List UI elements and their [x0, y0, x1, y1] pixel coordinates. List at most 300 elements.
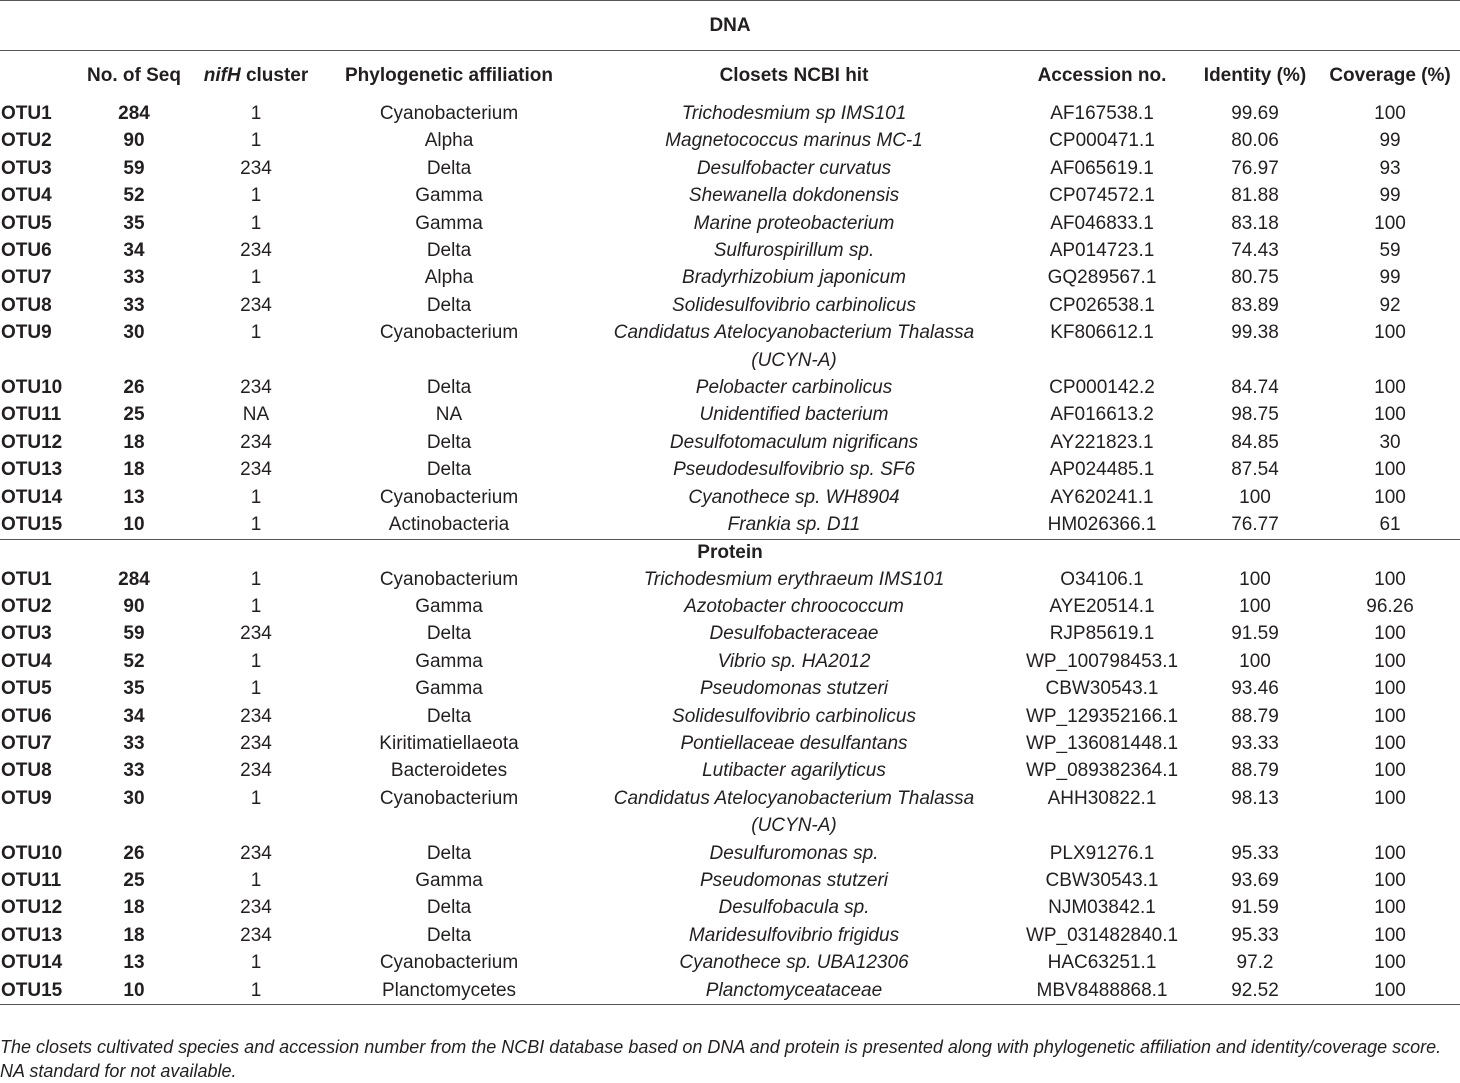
- coverage-cell: 100: [1374, 678, 1406, 700]
- closest-hit-cell: Unidentified bacterium: [699, 404, 889, 426]
- accession-cell: CP074572.1: [1049, 185, 1155, 207]
- phylogenetic-cell: Delta: [426, 294, 472, 316]
- identity-cell: 95.33: [1231, 842, 1279, 864]
- seq-count-cell: 90: [123, 595, 145, 617]
- coverage-cell: 99: [1379, 130, 1401, 152]
- otu-cell: OTU11: [1, 404, 62, 426]
- identity-cell: 93.46: [1231, 678, 1279, 700]
- phylogenetic-cell: Gamma: [415, 185, 483, 207]
- identity-cell: 93.69: [1231, 869, 1279, 891]
- seq-count-cell: 13: [123, 486, 145, 508]
- protein-section-row: [0, 539, 1460, 566]
- otu-cell: OTU14: [1, 952, 63, 974]
- identity-cell: 80.75: [1231, 267, 1279, 289]
- seq-count-cell: 35: [123, 678, 145, 700]
- empty-cell: [324, 347, 574, 374]
- header-accession: Accession no.: [1037, 65, 1167, 86]
- coverage-cell: 100: [1374, 650, 1406, 672]
- table-row: [0, 757, 1460, 784]
- identity-cell: 91.59: [1231, 897, 1279, 919]
- phylogenetic-cell: Bacteroidetes: [390, 760, 508, 782]
- identity-cell: 100: [1239, 568, 1271, 590]
- seq-count-cell: 26: [123, 377, 145, 399]
- phylogenetic-cell: Gamma: [415, 678, 483, 700]
- table-row: [0, 210, 1460, 237]
- header-nifh-cluster: [188, 51, 324, 101]
- nifh-cluster-cell: 1: [250, 595, 262, 617]
- empty-cell: [188, 812, 324, 839]
- table-row: [0, 922, 1460, 949]
- accession-cell: AF167538.1: [1050, 103, 1154, 124]
- nifh-cluster-cell: 234: [240, 459, 272, 481]
- nifh-cluster-cell: 234: [240, 377, 272, 399]
- phylogenetic-cell: Delta: [426, 897, 472, 919]
- closest-hit-cell: Candidatus Atelocyanobacterium Thalassa: [613, 787, 975, 809]
- seq-count-cell: 59: [123, 157, 145, 179]
- nifh-cluster-cell: 234: [240, 294, 272, 316]
- phylogenetic-cell: Cyanobacterium: [379, 568, 519, 590]
- identity-cell: 93.33: [1231, 732, 1279, 754]
- otu-cell: OTU3: [1, 623, 52, 645]
- seq-count-cell: 59: [123, 623, 145, 645]
- phylogenetic-cell: Delta: [426, 157, 472, 179]
- otu-cell: OTU14: [1, 486, 63, 508]
- accession-cell: CBW30543.1: [1045, 869, 1159, 891]
- identity-cell: 81.88: [1231, 185, 1279, 207]
- seq-count-cell: 18: [123, 924, 145, 946]
- empty-cell: [1320, 812, 1460, 839]
- otu-cell: OTU7: [1, 267, 52, 289]
- nifh-cluster-cell: 234: [240, 924, 272, 946]
- nifh-cluster-cell: 1: [250, 322, 262, 344]
- table-row: [0, 292, 1460, 319]
- otu-cell: OTU13: [1, 924, 63, 946]
- table-row: [0, 566, 1460, 593]
- accession-cell: O34106.1: [1060, 568, 1144, 590]
- accession-cell: AYE20514.1: [1049, 595, 1155, 617]
- otu-cell: OTU3: [1, 157, 52, 179]
- accession-cell: NJM03842.1: [1048, 897, 1156, 919]
- identity-cell: 76.77: [1231, 514, 1279, 536]
- accession-cell: WP_089382364.1: [1025, 760, 1179, 782]
- seq-count-cell: 33: [123, 760, 145, 782]
- otu-cell: OTU7: [1, 732, 52, 754]
- closest-hit-cell: Pseudomonas stutzeri: [700, 678, 888, 700]
- coverage-cell: 100: [1374, 623, 1406, 645]
- identity-cell: 95.33: [1231, 924, 1279, 946]
- closest-hit-cell: Solidesulfovibrio carbinolicus: [672, 705, 916, 727]
- identity-cell: 91.59: [1231, 623, 1279, 645]
- accession-cell: KF806612.1: [1050, 322, 1154, 344]
- accession-cell: WP_031482840.1: [1025, 924, 1179, 946]
- identity-cell: 100: [1239, 486, 1271, 508]
- closest-hit-cell: Desulfobacteraceae: [709, 623, 879, 645]
- seq-count-cell: 284: [118, 568, 150, 590]
- header-coverage: Coverage (%): [1329, 65, 1451, 86]
- table-row: [0, 264, 1460, 291]
- otu-cell: OTU15: [1, 514, 63, 536]
- header-nifh-italic: nifH: [203, 65, 241, 86]
- phylogenetic-cell: Delta: [426, 705, 472, 727]
- identity-cell: 99.38: [1231, 322, 1279, 344]
- table-row: [0, 620, 1460, 647]
- identity-cell: 99.69: [1231, 103, 1279, 124]
- nifh-cluster-cell: 234: [240, 157, 272, 179]
- nifh-cluster-cell: 1: [250, 212, 262, 234]
- phylogenetic-cell: Cyanobacterium: [379, 787, 519, 809]
- table-footnote: The closets cultivated species and accession number from the NCBI database based on DNA and protein is presented along with phylogenetic affiliation and identity/coverage score. NA standard for not available.: [0, 1037, 1442, 1081]
- coverage-cell: 61: [1379, 514, 1401, 536]
- nifh-cluster-cell: 1: [250, 514, 262, 536]
- table-row: [0, 127, 1460, 154]
- empty-cell: [1014, 812, 1190, 839]
- coverage-cell: 92: [1379, 294, 1401, 316]
- table-row: [0, 100, 1460, 127]
- table-row: [0, 840, 1460, 867]
- nifh-cluster-cell: 1: [250, 130, 262, 152]
- coverage-cell: 100: [1374, 486, 1406, 508]
- closest-hit-cell: Azotobacter chroococcum: [684, 595, 904, 617]
- phylogenetic-cell: Planctomycetes: [381, 979, 517, 1001]
- header-identity: Identity (%): [1203, 65, 1307, 86]
- closest-hit-cell: Pseudodesulfovibrio sp. SF6: [673, 459, 915, 481]
- closest-hit-cell: Desulfobacula sp.: [718, 897, 870, 919]
- seq-count-cell: 33: [123, 732, 145, 754]
- phylogenetic-cell: Delta: [426, 924, 472, 946]
- seq-count-cell: 18: [123, 431, 145, 453]
- seq-count-cell: 34: [123, 240, 145, 262]
- header-nifh-rest: cluster: [240, 65, 309, 86]
- coverage-cell: 100: [1374, 404, 1406, 426]
- protein-body: [0, 566, 1460, 1005]
- empty-cell: [1320, 347, 1460, 374]
- coverage-cell: 100: [1374, 732, 1406, 754]
- phylogenetic-cell: Alpha: [424, 130, 474, 152]
- column-header-row: [0, 51, 1460, 101]
- accession-cell: WP_100798453.1: [1025, 650, 1179, 672]
- seq-count-cell: 25: [123, 404, 145, 426]
- phylogenetic-cell: Gamma: [415, 650, 483, 672]
- otu-cell: OTU1: [1, 103, 52, 124]
- identity-cell: 84.74: [1231, 377, 1279, 399]
- table-row: [0, 155, 1460, 182]
- closest-hit-cell: Planctomyceataceae: [705, 979, 883, 1001]
- closest-hit-cell: Solidesulfovibrio carbinolicus: [672, 294, 916, 316]
- coverage-cell: 100: [1374, 322, 1406, 344]
- identity-cell: 92.52: [1231, 979, 1279, 1001]
- closest-hit-cell: Pseudomonas stutzeri: [700, 869, 888, 891]
- otu-cell: OTU1: [1, 568, 52, 590]
- empty-cell: [188, 347, 324, 374]
- coverage-cell: 100: [1374, 787, 1406, 809]
- table-row: [0, 949, 1460, 976]
- closest-hit-cell: Marine proteobacterium: [693, 212, 895, 234]
- closest-hit-cell: Desulfobacter curvatus: [696, 157, 892, 179]
- closest-hit-cell: Shewanella dokdonensis: [688, 185, 900, 207]
- table-row: [0, 730, 1460, 757]
- closest-hit-cell: Frankia sp. D11: [727, 514, 861, 536]
- phylogenetic-cell: Gamma: [415, 595, 483, 617]
- table-row: [0, 648, 1460, 675]
- seq-count-cell: 18: [123, 897, 145, 919]
- closest-hit-cell: Trichodesmium sp IMS101: [681, 103, 907, 124]
- empty-cell: [0, 812, 80, 839]
- nifh-cluster-cell: 234: [240, 623, 272, 645]
- accession-cell: AF016613.2: [1050, 404, 1154, 426]
- seq-count-cell: 284: [118, 103, 150, 124]
- seq-count-cell: 30: [123, 322, 145, 344]
- otu-cell: OTU5: [1, 212, 52, 234]
- nifh-cluster-cell: 234: [240, 705, 272, 727]
- nifh-cluster-cell: 234: [240, 842, 272, 864]
- otu-cell: OTU12: [1, 431, 63, 453]
- identity-cell: 84.85: [1231, 431, 1279, 453]
- identity-cell: 97.2: [1236, 952, 1274, 974]
- seq-count-cell: 30: [123, 787, 145, 809]
- coverage-cell: 96.26: [1366, 595, 1414, 617]
- table-row: [0, 401, 1460, 428]
- coverage-cell: 100: [1374, 459, 1406, 481]
- otu-cell: OTU9: [1, 787, 52, 809]
- phylogenetic-cell: Delta: [426, 459, 472, 481]
- closest-hit-cell: Pelobacter carbinolicus: [695, 377, 893, 399]
- table-row: [0, 237, 1460, 264]
- table-row-continuation: [0, 812, 1460, 839]
- identity-cell: 87.54: [1231, 459, 1279, 481]
- table-row: [0, 456, 1460, 483]
- nifh-cluster-cell: 1: [250, 568, 262, 590]
- accession-cell: HAC63251.1: [1047, 952, 1157, 974]
- closest-hit-cell: Trichodesmium erythraeum IMS101: [643, 568, 945, 590]
- accession-cell: AY620241.1: [1050, 486, 1154, 508]
- seq-count-cell: 35: [123, 212, 145, 234]
- seq-count-cell: 25: [123, 869, 145, 891]
- coverage-cell: 100: [1374, 952, 1406, 974]
- header-closest-hit: Closets NCBI hit: [719, 65, 869, 86]
- coverage-cell: 99: [1379, 185, 1401, 207]
- identity-cell: 98.75: [1231, 404, 1279, 426]
- closest-hit-cell: Sulfurospirillum sp.: [713, 240, 875, 262]
- accession-cell: AP024485.1: [1049, 459, 1155, 481]
- closest-hit-cell: Desulfuromonas sp.: [709, 842, 879, 864]
- closest-hit-cell: Candidatus Atelocyanobacterium Thalassa: [613, 322, 975, 344]
- coverage-cell: 100: [1374, 212, 1406, 234]
- accession-cell: WP_136081448.1: [1025, 732, 1179, 754]
- seq-count-cell: 10: [123, 979, 145, 1001]
- coverage-cell: 100: [1374, 568, 1406, 590]
- table-row: [0, 894, 1460, 921]
- otu-cell: OTU11: [1, 869, 62, 891]
- closest-hit-cell: Desulfotomaculum nigrificans: [669, 431, 919, 453]
- header-no-of-seq: No. of Seq: [87, 65, 181, 86]
- accession-cell: AF065619.1: [1050, 157, 1154, 179]
- empty-cell: [1190, 347, 1320, 374]
- seq-count-cell: 34: [123, 705, 145, 727]
- empty-cell: [80, 812, 188, 839]
- dna-section-label: DNA: [709, 15, 751, 36]
- nifh-cluster-cell: 1: [250, 869, 262, 891]
- closest-hit-cell: Cyanothece sp. UBA12306: [679, 952, 909, 974]
- phylogenetic-cell: Delta: [426, 377, 472, 399]
- seq-count-cell: 10: [123, 514, 145, 536]
- otu-cell: OTU4: [1, 185, 52, 207]
- closest-hit-continuation: (UCYN-A): [751, 815, 837, 837]
- identity-cell: 98.13: [1231, 787, 1279, 809]
- closest-hit-cell: Maridesulfovibrio frigidus: [688, 924, 900, 946]
- phylogenetic-cell: Cyanobacterium: [379, 486, 519, 508]
- otu-cell: OTU15: [1, 979, 63, 1001]
- coverage-cell: 100: [1374, 842, 1406, 864]
- empty-cell: [1014, 347, 1190, 374]
- empty-cell: [80, 347, 188, 374]
- nifh-cluster-cell: 1: [250, 103, 262, 124]
- identity-cell: 88.79: [1231, 705, 1279, 727]
- table-row-continuation: [0, 347, 1460, 374]
- dna-body: [0, 100, 1460, 539]
- seq-count-cell: 52: [123, 185, 145, 207]
- identity-cell: 80.06: [1231, 130, 1279, 152]
- nifh-cluster-cell: 234: [240, 897, 272, 919]
- closest-hit-cell: Bradyrhizobium japonicum: [682, 267, 906, 289]
- seq-count-cell: 13: [123, 952, 145, 974]
- nifh-cluster-cell: 1: [250, 979, 262, 1001]
- nifh-cluster-cell: 234: [240, 732, 272, 754]
- closest-hit-cell: Cyanothece sp. WH8904: [688, 486, 900, 508]
- otu-cell: OTU6: [1, 705, 52, 727]
- identity-cell: 100: [1239, 650, 1271, 672]
- coverage-cell: 100: [1374, 869, 1406, 891]
- closest-hit-continuation: (UCYN-A): [751, 349, 837, 371]
- coverage-cell: 30: [1379, 431, 1401, 453]
- otu-cell: OTU2: [1, 595, 52, 617]
- coverage-cell: 93: [1379, 157, 1401, 179]
- nifh-cluster-cell: NA: [242, 404, 270, 426]
- phylogenetic-cell: NA: [435, 404, 463, 426]
- accession-cell: CBW30543.1: [1045, 678, 1159, 700]
- nifh-cluster-cell: 1: [250, 267, 262, 289]
- otu-cell: OTU10: [1, 377, 63, 399]
- closest-hit-cell: Magnetococcus marinus MC-1: [665, 130, 923, 152]
- coverage-cell: 100: [1374, 924, 1406, 946]
- empty-cell: [1190, 812, 1320, 839]
- phylogenetic-cell: Gamma: [415, 869, 483, 891]
- accession-cell: GQ289567.1: [1047, 267, 1157, 289]
- coverage-cell: 100: [1374, 103, 1406, 124]
- table-row: [0, 374, 1460, 401]
- accession-cell: AF046833.1: [1050, 212, 1154, 234]
- otu-cell: OTU4: [1, 650, 52, 672]
- nifh-cluster-cell: 1: [250, 650, 262, 672]
- otu-cell: OTU8: [1, 760, 52, 782]
- otu-cell: OTU13: [1, 459, 63, 481]
- empty-cell: [324, 812, 574, 839]
- coverage-cell: 100: [1374, 377, 1406, 399]
- otu-cell: OTU5: [1, 678, 52, 700]
- seq-count-cell: 33: [123, 294, 145, 316]
- table-row: [0, 484, 1460, 511]
- accession-cell: AHH30822.1: [1047, 787, 1157, 809]
- phylogenetic-cell: Actinobacteria: [388, 514, 510, 536]
- phylogenetic-cell: Kiritimatiellaeota: [379, 732, 519, 754]
- nifh-cluster-cell: 1: [250, 185, 262, 207]
- table-row: [0, 785, 1460, 812]
- nifh-cluster-cell: 1: [250, 678, 262, 700]
- seq-count-cell: 18: [123, 459, 145, 481]
- empty-cell: [0, 347, 80, 374]
- phylogenetic-cell: Alpha: [424, 267, 474, 289]
- nifh-cluster-cell: 234: [240, 431, 272, 453]
- closest-hit-cell: Lutibacter agarilyticus: [702, 760, 886, 782]
- phylogenetic-cell: Cyanobacterium: [379, 322, 519, 344]
- identity-cell: 83.89: [1231, 294, 1279, 316]
- coverage-cell: 59: [1379, 240, 1401, 262]
- seq-count-cell: 52: [123, 650, 145, 672]
- table-row: [0, 429, 1460, 456]
- accession-cell: CP000471.1: [1049, 130, 1155, 152]
- nifh-cluster-cell: 1: [250, 787, 262, 809]
- seq-count-cell: 90: [123, 130, 145, 152]
- identity-cell: 83.18: [1231, 212, 1279, 234]
- accession-cell: AY221823.1: [1050, 431, 1154, 453]
- nifh-cluster-cell: 234: [240, 760, 272, 782]
- nifh-cluster-cell: 234: [240, 240, 272, 262]
- identity-cell: 88.79: [1231, 760, 1279, 782]
- accession-cell: CP026538.1: [1049, 294, 1155, 316]
- phylogenetic-cell: Gamma: [415, 212, 483, 234]
- coverage-cell: 99: [1379, 267, 1401, 289]
- protein-section-label: Protein: [697, 541, 763, 563]
- otu-cell: OTU2: [1, 130, 52, 152]
- table-row: [0, 511, 1460, 539]
- coverage-cell: 100: [1374, 979, 1406, 1001]
- accession-cell: WP_129352166.1: [1025, 705, 1179, 727]
- closing-rule: [0, 1005, 1460, 1006]
- accession-cell: CP000142.2: [1049, 377, 1155, 399]
- phylogenetic-cell: Delta: [426, 240, 472, 262]
- seq-count-cell: 26: [123, 842, 145, 864]
- coverage-cell: 100: [1374, 897, 1406, 919]
- table-row: [0, 593, 1460, 620]
- protein-section: [0, 539, 1460, 566]
- header-phylogenetic: Phylogenetic affiliation: [345, 65, 553, 86]
- seq-count-cell: 33: [123, 267, 145, 289]
- accession-cell: AP014723.1: [1049, 240, 1155, 262]
- phylogenetic-cell: Delta: [426, 431, 472, 453]
- otu-cell: OTU9: [1, 322, 52, 344]
- phylogenetic-cell: Delta: [426, 623, 472, 645]
- otu-cell: OTU8: [1, 294, 52, 316]
- table-row: [0, 703, 1460, 730]
- phylogenetic-cell: Cyanobacterium: [379, 103, 519, 124]
- otu-cell: OTU10: [1, 842, 63, 864]
- identity-cell: 76.97: [1231, 157, 1279, 179]
- table-row: [0, 319, 1460, 346]
- closest-hit-cell: Vibrio sp. HA2012: [717, 650, 871, 672]
- accession-cell: PLX91276.1: [1049, 842, 1155, 864]
- identity-cell: 100: [1239, 595, 1271, 617]
- otu-cell: OTU6: [1, 240, 52, 262]
- accession-cell: HM026366.1: [1047, 514, 1157, 536]
- phylogenetic-cell: Cyanobacterium: [379, 952, 519, 974]
- otu-cell: OTU12: [1, 897, 63, 919]
- nifh-cluster-cell: 1: [250, 486, 262, 508]
- table-row: [0, 977, 1460, 1005]
- table-row: [0, 675, 1460, 702]
- accession-cell: MBV8488868.1: [1036, 979, 1168, 1001]
- header-otu: [0, 51, 80, 101]
- table-row: [0, 182, 1460, 209]
- dna-section-row: [0, 1, 1460, 51]
